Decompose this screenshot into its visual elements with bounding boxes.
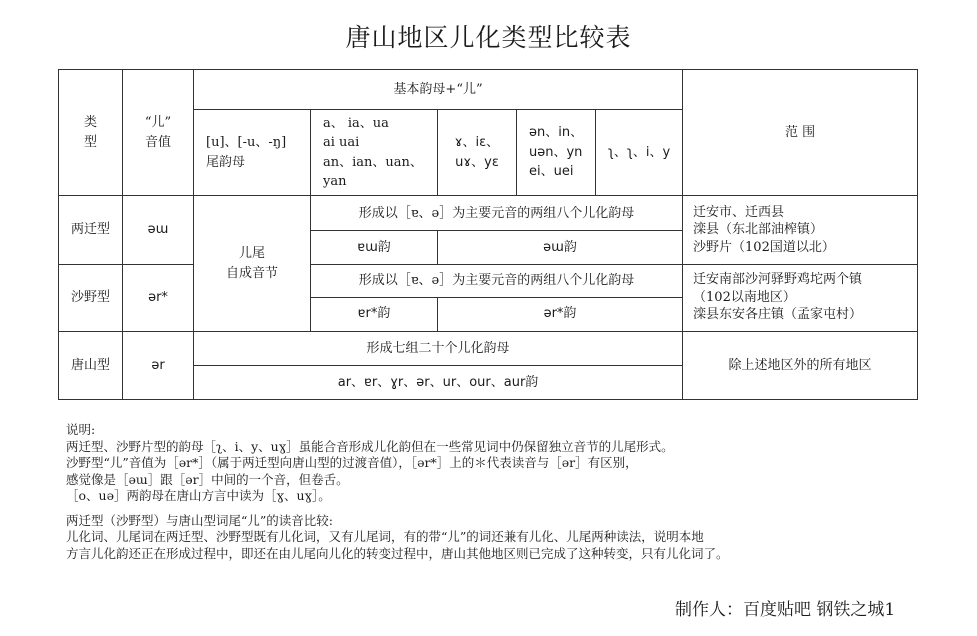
header-col-n-finals: ən、in、 uən、yn ei、uei <box>517 110 596 196</box>
notes-line: 方言儿化韵还正在形成过程中，即还在由儿尾向儿化的转变过程中，唐山其他地区则已完成了这种转变，只有儿化词了。 <box>66 545 729 561</box>
header-col-u-finals: [u]、[-u、-ŋ] 尾韵母 <box>194 110 311 196</box>
row-liangqian-final-b: əɯ韵 <box>438 231 683 264</box>
row-liangqian-type: 两迁型 <box>59 196 123 264</box>
header-range: 范 围 <box>683 70 918 196</box>
header-col-e-finals: ɤ、iɛ、 uɤ、yɛ <box>438 110 517 196</box>
row-tangshan-finals: ar、ɐr、ɣr、ər、ur、our、aur韵 <box>194 365 683 399</box>
row-tangshan-type: 唐山型 <box>59 331 123 399</box>
erwei-cell: 儿尾 自成音节 <box>194 196 311 331</box>
notes-line: ［o、uə］两韵母在唐山方言中读为［ɣ、uɣ］。 <box>66 488 331 503</box>
notes-line: 感觉像是［əɯ］跟［ər］中间的一个音，但卷舌。 <box>66 471 349 487</box>
header-col-i-finals: ʅ、ʅ、i、y <box>596 110 683 196</box>
notes-section <box>66 422 946 562</box>
notes-subheading: 两迁型（沙野型）与唐山型词尾“儿”的读音比较: <box>66 512 333 528</box>
notes-line: 沙野型“儿”音值为［ər*］（属于两迁型向唐山型的过渡音值），［ər*］上的＊代表读音与［ər］有区别， <box>66 455 638 470</box>
page-title: 唐山地区儿化类型比较表 <box>345 23 632 52</box>
notes-heading: 说明: <box>66 422 96 437</box>
row-shaye-final-a: ɐr*韵 <box>311 297 438 331</box>
row-tangshan-range: 除上述地区外的所有地区 <box>683 331 918 399</box>
author-credit: 制作人：百度贴吧 钢铁之城1 <box>675 600 896 620</box>
header-type: 类 型 <box>59 70 123 196</box>
notes-line: 两迁型、沙野片型的韵母［ʅ、i、y、uɣ］虽能合音形成儿化韵但在一些常见词中仍保留独立音节的儿尾形式。 <box>66 438 674 454</box>
row-liangqian-er-value: əɯ <box>123 196 194 264</box>
row-shaye-er-value: ər* <box>123 264 194 331</box>
row-tangshan-er-value: ər <box>123 331 194 399</box>
header-er-value: “儿” 音值 <box>123 70 194 196</box>
row-liangqian-range: 迁安市、迁西县 滦县（东北部油榨镇） 沙野片（102国道以北） <box>683 196 918 264</box>
row-shaye-form: 形成以［ɐ、ə］为主要元音的两组八个儿化韵母 <box>311 264 683 297</box>
row-tangshan-form: 形成七组二十个儿化韵母 <box>194 331 683 365</box>
row-shaye-type: 沙野型 <box>59 264 123 331</box>
header-base-finals: 基本韵母+“儿” <box>194 70 683 110</box>
row-liangqian-final-a: ɐɯ韵 <box>311 231 438 264</box>
header-col-a-finals: a、 ia、ua ai uai an、ian、uan、yan <box>311 110 438 196</box>
comparison-table <box>58 69 918 400</box>
row-shaye-final-b: ər*韵 <box>438 297 683 331</box>
row-liangqian-form: 形成以［ɐ、ə］为主要元音的两组八个儿化韵母 <box>311 196 683 231</box>
row-shaye-range: 迁安南部沙河驿野鸡坨两个镇 （102以南地区） 滦县东安各庄镇（孟家屯村） <box>683 264 918 331</box>
notes-line: 儿化词、儿尾词在两迁型、沙野型既有儿化词，又有儿尾词，有的带“儿”的词还兼有儿化、儿尾两种读法，说明本地 <box>66 529 704 544</box>
